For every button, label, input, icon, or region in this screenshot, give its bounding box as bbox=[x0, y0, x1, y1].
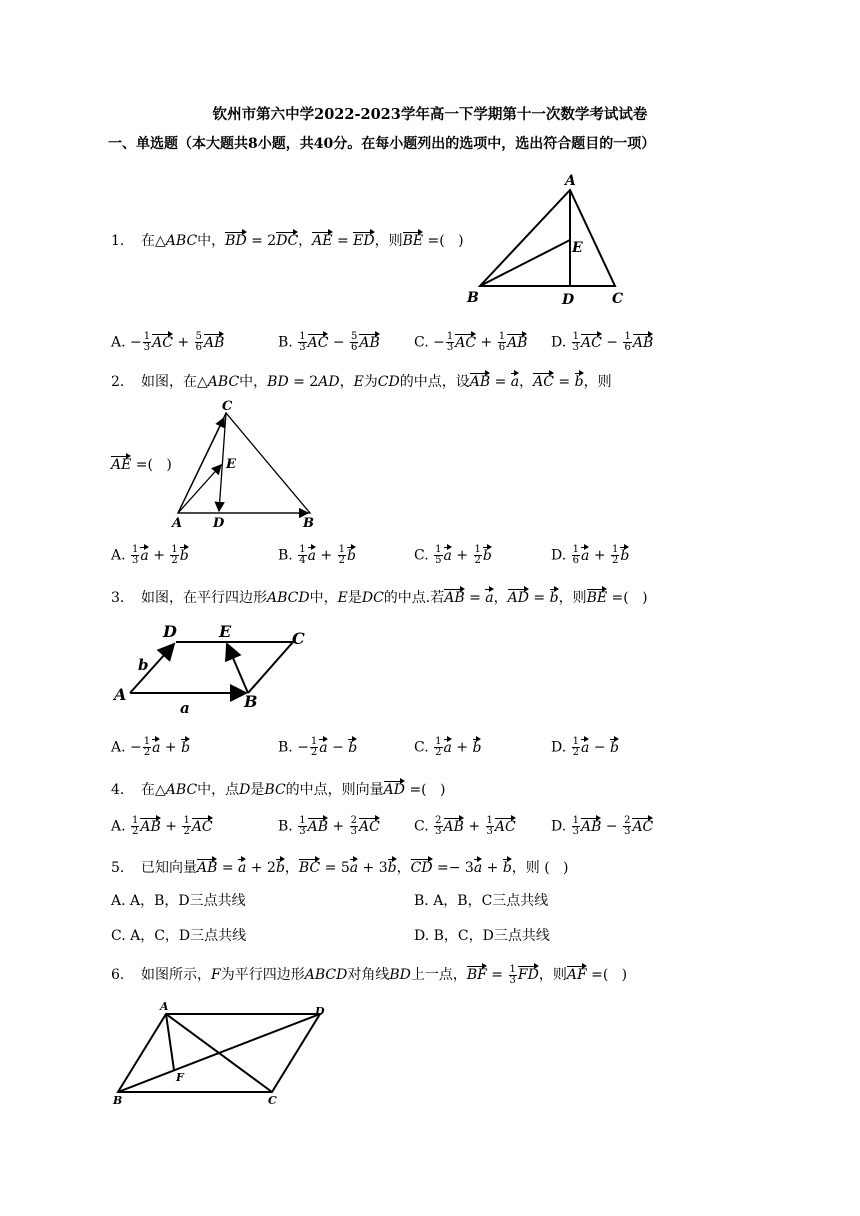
q3-option-d[interactable]: D. $\frac{1}{2}$ a − b bbox=[551, 736, 619, 758]
label-A: A bbox=[565, 173, 576, 189]
question-5-stem: 5. 已知向量AB = a + 2b，BC = 5a + 3b，CD =− 3a + b，则 ( ) bbox=[111, 860, 569, 876]
label-A: A bbox=[172, 516, 183, 531]
question-1-stem: 1. 在△ABC中，BD = 2DC，AE = ED，则BE =( ) bbox=[111, 233, 464, 249]
q4-option-b[interactable]: B. $\frac{1}{3}$ AB + $\frac{2}{3}$ AC bbox=[278, 815, 380, 837]
question-2-stem-cont: AE =( ) bbox=[111, 457, 172, 473]
figure-triangle-q2 bbox=[160, 395, 325, 535]
label-D: D bbox=[562, 292, 575, 308]
q3-option-b[interactable]: B. − $\frac{1}{2}$ a − b bbox=[278, 736, 358, 758]
q1-option-a[interactable]: A. − $\frac{1}{3}$ AC + $\frac{5}{6}$ AB bbox=[111, 331, 225, 353]
q5-option-b[interactable]: B. A，B，C三点共线 bbox=[414, 893, 549, 909]
q2-option-a[interactable]: A. $\frac{1}{3}$ a + $\frac{1}{2}$ b bbox=[111, 544, 189, 566]
label-C: C bbox=[268, 1094, 277, 1107]
figure-triangle-abc-q1 bbox=[460, 170, 635, 310]
q2-option-d[interactable]: D. $\frac{1}{6}$ a + $\frac{1}{2}$ b bbox=[551, 544, 630, 566]
label-B: B bbox=[244, 692, 258, 711]
label-D: D bbox=[315, 1005, 325, 1018]
label-E: E bbox=[226, 457, 236, 472]
q2-option-c[interactable]: C. $\frac{1}{5}$ a + $\frac{1}{2}$ b bbox=[414, 544, 492, 566]
label-E: E bbox=[572, 240, 583, 256]
question-3-stem: 3. 如图，在平行四边形ABCD中，E是DC的中点.若AB = a，AD = b，则BE =( ) bbox=[111, 590, 648, 606]
q4-option-d[interactable]: D. $\frac{1}{3}$ AB − $\frac{2}{3}$ AC bbox=[551, 815, 654, 837]
q1-option-c[interactable]: C. − $\frac{1}{3}$ AC + $\frac{1}{6}$ AB bbox=[414, 331, 528, 353]
label-A: A bbox=[114, 685, 127, 704]
question-6-stem: 6. 如图所示，F为平行四边形ABCD对角线BD上一点，BF = $\frac{1}{3}$ FD，则AF =( ) bbox=[111, 963, 628, 986]
q5-option-d[interactable]: D. B，C，D三点共线 bbox=[414, 928, 550, 944]
q1-option-d[interactable]: D. $\frac{1}{3}$ AC − $\frac{1}{6}$ AB bbox=[551, 331, 654, 353]
label-B: B bbox=[467, 290, 479, 306]
q5-option-c[interactable]: C. A，C，D三点共线 bbox=[111, 928, 247, 944]
label-C: C bbox=[292, 629, 305, 648]
q5-option-a[interactable]: A. A，B，D三点共线 bbox=[111, 893, 246, 909]
label-E: E bbox=[219, 622, 232, 641]
figure-parallelogram-q6 bbox=[108, 1000, 338, 1112]
q3-option-c[interactable]: C. $\frac{1}{2}$ a + b bbox=[414, 736, 482, 758]
label-b: b bbox=[138, 656, 149, 674]
label-C: C bbox=[612, 291, 624, 307]
question-2-stem: 2. 如图，在△ABC中，BD = 2AD，E为CD的中点，设AB = a，AC = b，则 bbox=[111, 374, 612, 390]
label-D: D bbox=[163, 622, 177, 641]
q3-option-a[interactable]: A. − $\frac{1}{2}$ a + b bbox=[111, 736, 191, 758]
q2-option-b[interactable]: B. $\frac{1}{4}$ a + $\frac{1}{2}$ b bbox=[278, 544, 356, 566]
label-D: D bbox=[213, 516, 225, 531]
question-4-stem: 4. 在△ABC中，点D是BC的中点，则向量AD =( ) bbox=[111, 782, 446, 798]
q1-option-b[interactable]: B. $\frac{1}{3}$ AC − $\frac{5}{6}$ AB bbox=[278, 331, 380, 353]
page-title: 钦州市第六中学2022-2023学年高一下学期第十一次数学考试试卷 bbox=[212, 106, 648, 123]
label-a: a bbox=[180, 699, 190, 717]
figure-parallelogram-q3 bbox=[108, 615, 313, 720]
q4-option-c[interactable]: C. $\frac{2}{3}$ AB + $\frac{1}{3}$ AC bbox=[414, 815, 516, 837]
label-A: A bbox=[160, 1000, 169, 1013]
label-B: B bbox=[303, 516, 314, 531]
section-heading: 一、单选题（本大题共8小题，共40分。在每小题列出的选项中，选出符合题目的一项） bbox=[108, 136, 656, 152]
label-B: B bbox=[113, 1094, 123, 1107]
label-C: C bbox=[222, 399, 233, 414]
label-F: F bbox=[176, 1071, 184, 1084]
q4-option-a[interactable]: A. $\frac{1}{2}$ AB + $\frac{1}{2}$ AC bbox=[111, 815, 213, 837]
